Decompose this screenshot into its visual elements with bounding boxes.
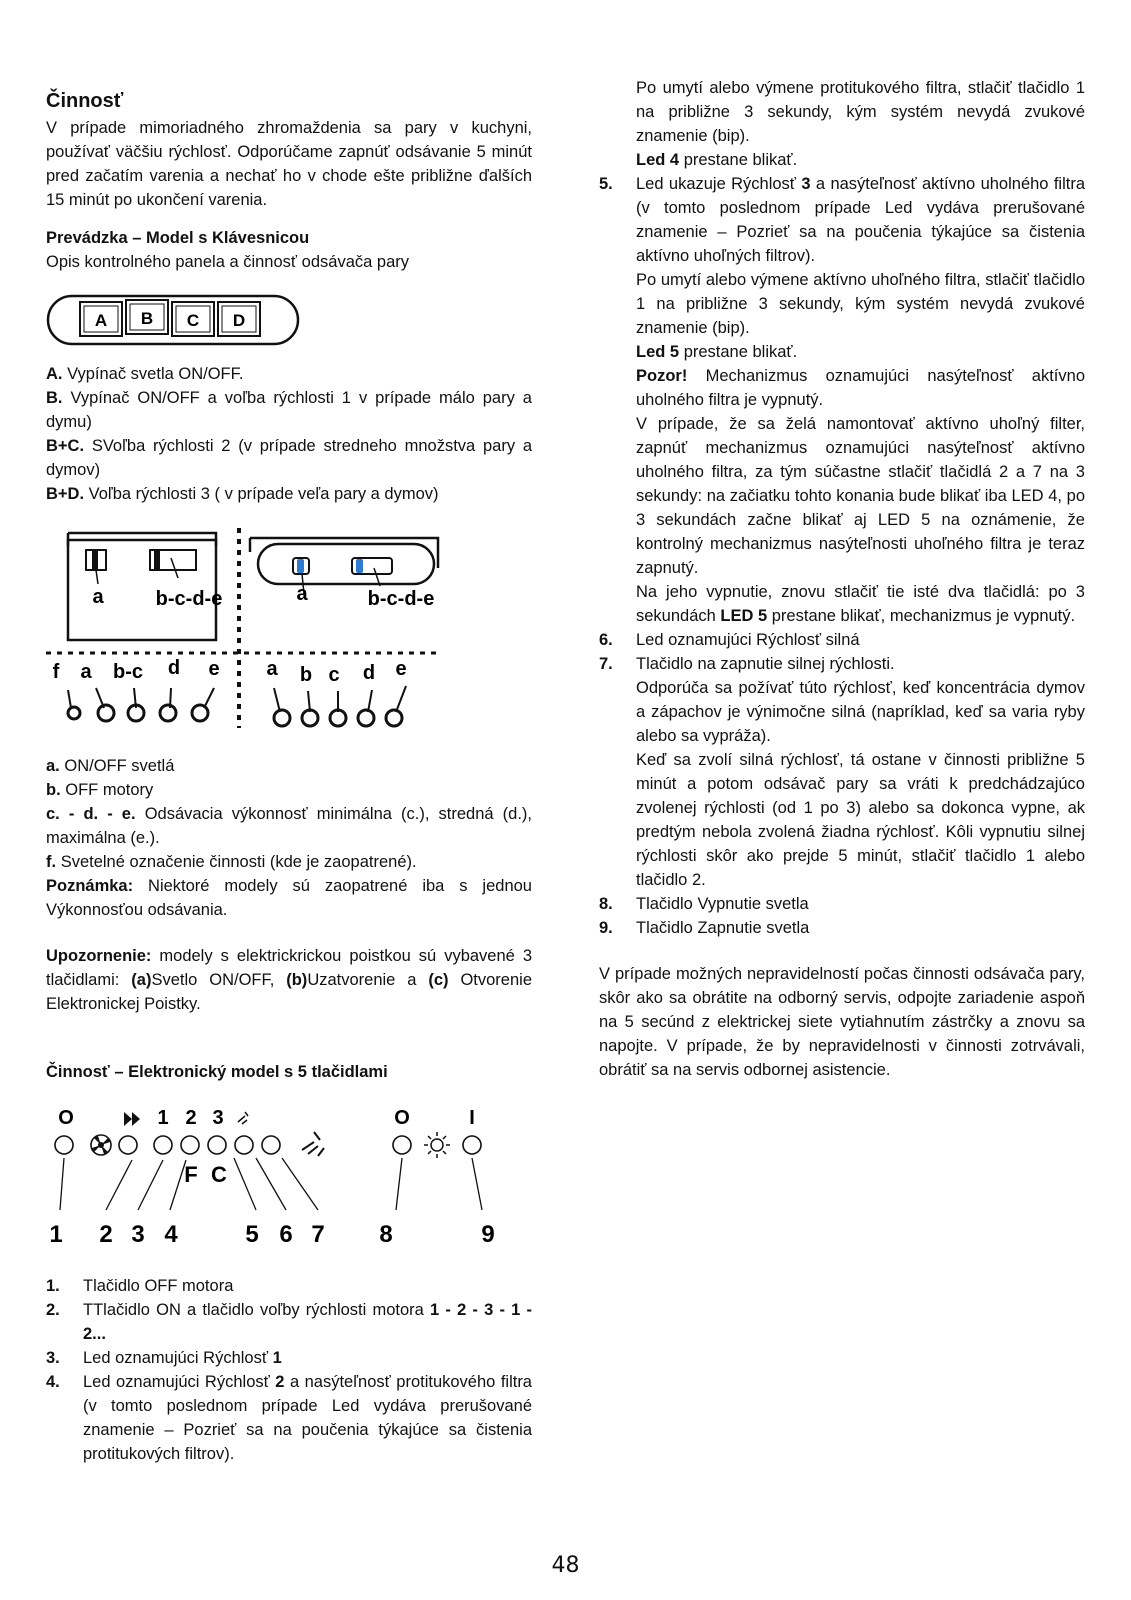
key-list — [46, 362, 532, 506]
panel-num-9: 9 — [481, 1221, 495, 1248]
knob-label-d: d — [167, 657, 181, 679]
intro-paragraph: V prípade mimoriadného zhromaždenia sa pary v kuchyni, používať väčšiu rýchlosť. Odporúčame zapnúť odsávanie 5 minút pred začatím varenia a nechať ho v chode ešte približne ďalších 15 minút po ukončení varenia. — [46, 119, 532, 209]
button-list — [46, 1274, 532, 1466]
panel-label-i: I — [469, 1107, 475, 1129]
list-item: 5. Led ukazuje Rýchlosť 3 a nasýteľnosť aktívno uholného filtra (v tomto poslednom prípade Led vydáva prerušované znamenie – Pozrieť sa na poučenia týkajúce sa čistenia aktívno uhoľných filtrov). — [599, 175, 1085, 265]
list-item: 9. Tlačidlo Zapnutie svetla — [599, 919, 810, 937]
panel-num-7: 7 — [311, 1221, 325, 1248]
key-label-d: D — [232, 311, 246, 330]
electronic-panel-diagram — [46, 1102, 532, 1252]
slider-panel-left — [68, 533, 216, 640]
item7-para: Odporúča sa požívať túto rýchlosť, keď koncentrácia dymov a zápachov je výnimočne silná (napríklad, keď sa varia ryby alebo sa vypráža). — [636, 679, 1085, 745]
item5-warning: Pozor! Mechanizmus oznamujúci nasýteľnosť aktívno uholného filtra je vypnutý. — [636, 367, 1085, 409]
panel-label-f: F — [184, 1162, 198, 1187]
legend-item: b. OFF motory — [46, 781, 154, 799]
fast-forward-icon — [124, 1112, 140, 1126]
item5-led-note: Led 5 prestane blikať. — [636, 343, 798, 361]
legend-item: f. Svetelné označenie činnosti (kde je zaopatrené). — [46, 853, 417, 871]
key-label-c: C — [186, 311, 200, 330]
panel-label-o: O — [58, 1107, 74, 1129]
key-item: B. Vypínač ON/OFF a voľba rýchlosti 1 v prípade málo pary a dymu) — [46, 389, 532, 431]
key-item: B+D. Voľba rýchlosti 3 ( v prípade veľa pary a dymov) — [46, 485, 439, 503]
knob-label-bc: b-c — [113, 661, 143, 683]
section-title: Činnosť — [46, 90, 124, 112]
list-item: 4. Led oznamujúci Rýchlosť 2 a nasýteľnosť protitukového filtra (v tomto poslednom prípade Led vydáva prerušované znamenie – Pozrieť sa na poučenia týkajúce sa čistenia protitukových filtrov). — [46, 1373, 532, 1463]
item4-continued: Po umytí alebo výmene protitukového filtra, stlačiť tlačidlo 1 na približne 3 sekundy, kým systém nevydá zvukové znamenie (bip). — [636, 79, 1085, 145]
final-paragraph: V prípade možných nepravidelností počas činnosti odsávača pary, skôr ako sa obrátite na odborný servis, odpojte zariadenie aspoň na 5 secúnd z elektrickej siete vytiahnutím zástrčky a znovu sa napojte. V prípade, že by nepravidelnosti v činnosti zotrvávali, obrátiť sa na servis odbornej asistencie. — [599, 965, 1085, 1079]
panel-num-1: 1 — [49, 1221, 63, 1248]
boost-icon — [302, 1132, 324, 1156]
electronic-heading: Činnosť – Elektronický model s 5 tlačidlami — [46, 1063, 388, 1081]
slider-label-a: a — [92, 586, 104, 608]
left-column — [46, 88, 532, 1466]
knob-icons-right — [274, 686, 406, 726]
warning-paragraph: Upozornenie: modely s elektrickrickou poistkou sú vybavené 3 tlačidlami: (a)Svetlo ON/OFF, (b)Uzatvorenie a (c) Otvorenie Elektronickej Poistky. — [46, 947, 532, 1013]
panel-num-6: 6 — [279, 1221, 293, 1248]
keypad-diagram — [46, 288, 306, 354]
panel-num-3: 3 — [131, 1221, 145, 1248]
knob2-label-a: a — [266, 658, 278, 680]
slider2-label-bcde: b-c-d-e — [367, 588, 435, 610]
panel-num-4: 4 — [164, 1221, 178, 1248]
leader-lines — [60, 1158, 482, 1210]
legend-list — [46, 754, 532, 922]
knob-label-e: e — [208, 658, 220, 680]
legend-item: a. ON/OFF svetlá — [46, 757, 175, 775]
key-item: A. Vypínač svetla ON/OFF. — [46, 365, 244, 383]
panel-label-1: 1 — [157, 1107, 169, 1129]
panel-label-o2: O — [394, 1107, 410, 1129]
model-heading: Prevádzka – Model s Klávesnicou — [46, 229, 310, 247]
panel-label-2: 2 — [185, 1107, 197, 1129]
right-column — [599, 76, 1085, 1082]
item4-led-note: Led 4 prestane blikať. — [636, 151, 798, 169]
item5-para: V prípade, že sa želá namontovať aktívno uhoľný filter, zapnúť mechanizmus oznamujúci nasýteľnosť aktívno uholného filtra, za tým súčastne stlačiť tlačidlá 2 a 7 na 3 sekundy: na začiatku tohto konania bude blikať iba LED 4, po 3 sekundách začne blikať aj LED 5 na oznámenie, že kontrolný mechanizmus nasýteľnosti uhoľného filtra je teraz zapnutý. — [636, 415, 1085, 577]
slider-label-bcde: b-c-d-e — [155, 588, 223, 610]
key-item: B+C. SVoľba rýchlosti 2 (v prípade stredneho množstva pary a dymov) — [46, 437, 532, 479]
controls-diagram — [46, 528, 532, 738]
panel-label-3: 3 — [212, 1107, 224, 1129]
knob-icons-left — [68, 688, 214, 721]
boost-icon-small — [238, 1112, 248, 1124]
panel-label-c: C — [211, 1162, 227, 1187]
knob2-label-e: e — [395, 658, 407, 680]
legend-item: c. - d. - e. Odsávacia výkonnosť minimálna (c.), stredná (d.), maximálna (e.). — [46, 805, 532, 847]
slider-panel-right — [250, 538, 438, 594]
item5-para: Po umytí alebo výmene aktívno uhoľného filtra, stlačiť tlačidlo 1 na približne 3 sekundy, kým systém nevydá zvukové znamenie (bip). — [636, 271, 1085, 337]
key-label-a: A — [94, 311, 108, 330]
panel-num-5: 5 — [245, 1221, 259, 1248]
knob-label-f: f — [52, 661, 60, 683]
item5-para: Na jeho vypnutie, znovu stlačiť tie isté dva tlačidlá: po 3 sekundách LED 5 prestane blikať, mechanizmus je vypnutý. — [636, 583, 1085, 625]
list-item: 2. TTlačidlo ON a tlačidlo voľby rýchlosti motora 1 - 2 - 3 - 1 - 2... — [46, 1301, 532, 1343]
light-bulb-icon — [424, 1132, 450, 1158]
key-label-b: B — [140, 309, 154, 328]
fan-icon — [91, 1135, 111, 1155]
knob2-label-d: d — [362, 662, 376, 684]
knob2-label-c: c — [328, 664, 340, 686]
panel-num-2: 2 — [99, 1221, 113, 1248]
list-item: 7. Tlačidlo na zapnutie silnej rýchlosti. — [599, 655, 895, 673]
list-item: 8. Tlačidlo Vypnutie svetla — [599, 895, 809, 913]
led-dot — [119, 1136, 137, 1154]
knob2-label-b: b — [299, 664, 313, 686]
list-item: 3. Led oznamujúci Rýchlosť 1 — [46, 1349, 282, 1367]
item7-para: Keď sa zvolí silná rýchlosť, tá ostane v činnosti približne 5 minút a potom odsávač pary sa vráti k predchádzajúco zvolenej rýchlosti (od 1 po 3) alebo sa dokonca vypne, ak predtým nebola zvolená žiadna rýchlosť. Kôli vypnutiu silnej rýchlosti skôr ako prejde 5 minút, stlačiť tlačidlo 1 alebo tlačidlo 2. — [636, 751, 1085, 889]
slider2-label-a: a — [296, 583, 308, 605]
list-item: 6. Led oznamujúci Rýchlosť silná — [599, 631, 860, 649]
model-subheading: Opis kontrolného panela a činnosť odsávača pary — [46, 253, 409, 271]
page-number: 48 — [551, 1553, 580, 1578]
panel-num-8: 8 — [379, 1221, 393, 1248]
legend-item: Poznámka: Niektoré modely sú zaopatrené iba s jednou Výkonnosťou odsávania. — [46, 877, 532, 919]
list-item: 1. Tlačidlo OFF motora — [46, 1277, 234, 1295]
knob-label-a: a — [80, 661, 92, 683]
